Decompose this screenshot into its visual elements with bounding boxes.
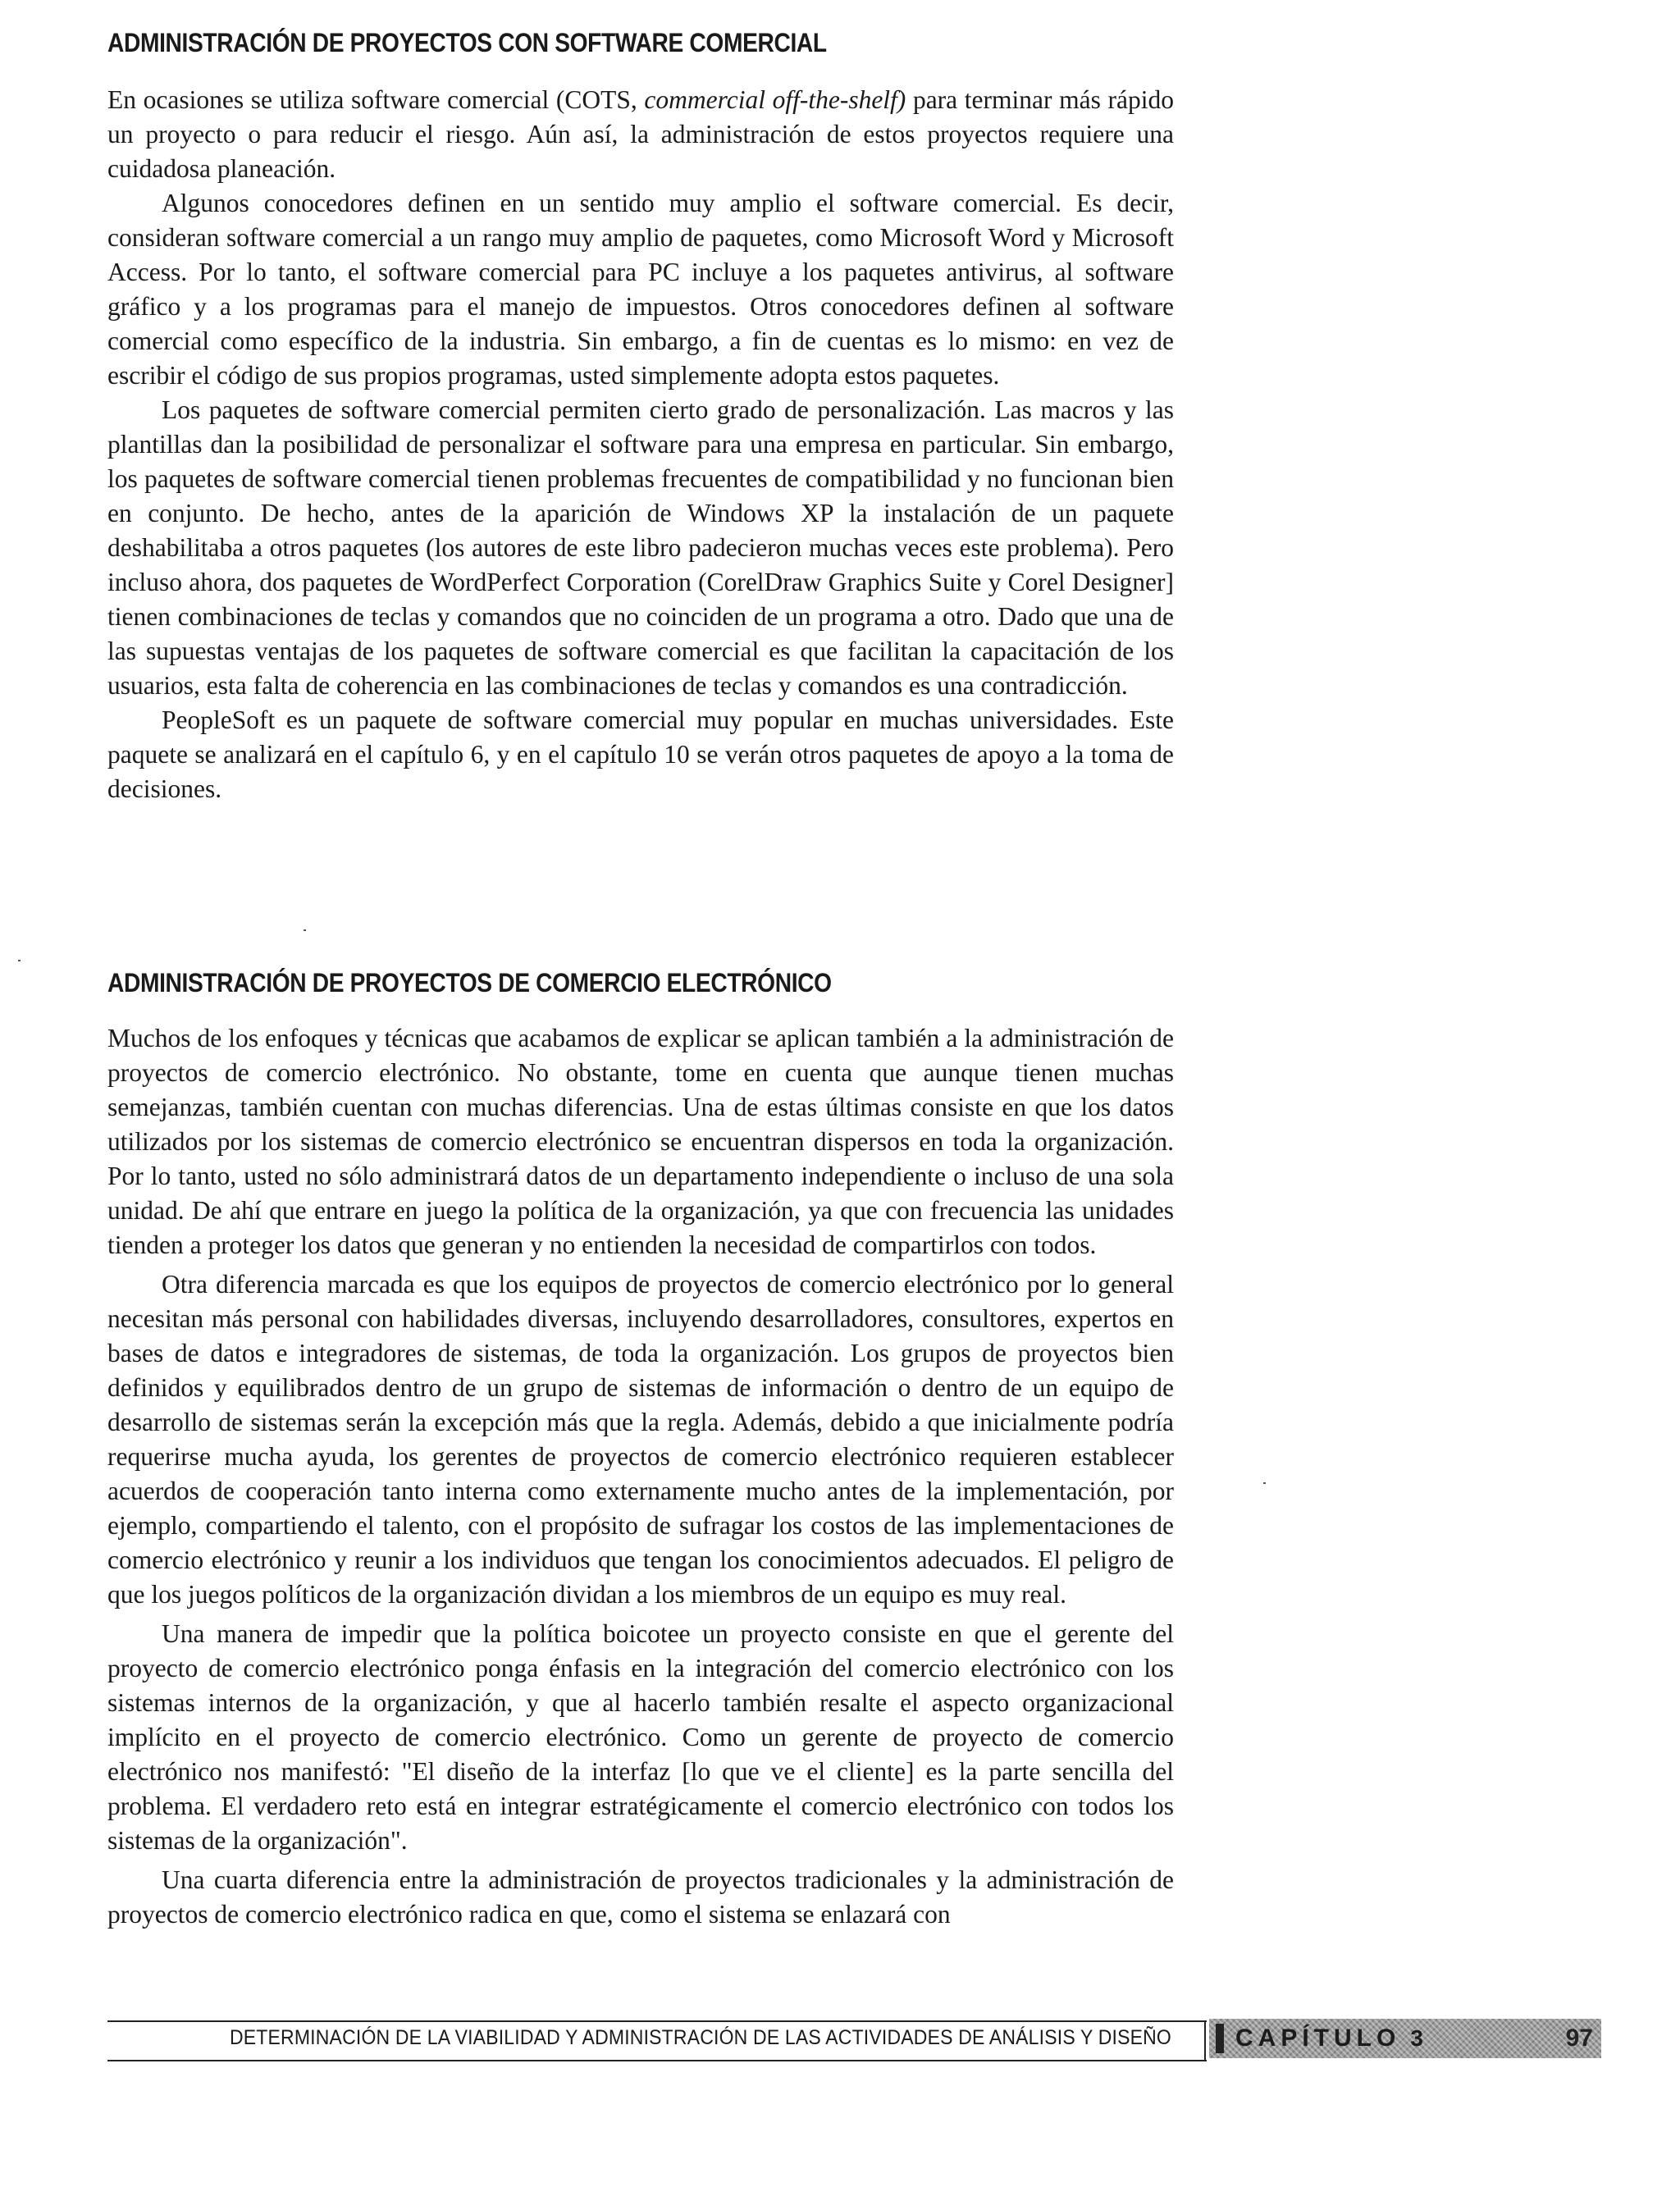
chapter-tab (1209, 2019, 1601, 2058)
running-footer-title: DETERMINACIÓN DE LA VIABILIDAD Y ADMINISTRACIÓN DE LAS ACTIVIDADES DE ANÁLISIS Y DISEÑO (229, 2026, 1172, 2049)
section-body-cots (107, 83, 1174, 806)
paragraph: Otra diferencia marcada es que los equipos de proyectos de comercio electrónico por lo general necesitan más personal con habilidades diversas, incluyendo desarrolladores, consultores, expertos en bases de datos e integradores de sistemas, de toda la organización. Los grupos de proyectos bien definidos y equilibrados dentro de un grupo de sistemas de información o dentro de un equipo de desarrollo de sistemas serán la excepción más que la regla. Además, debido a que inicialmente podría requerirse mucha ayuda, los gerentes de proyectos de comercio electrónico requieren establecer acuerdos de cooperación tanto interna como externamente mucho antes de la implementación, por ejemplo, compartiendo el talento, con el propósito de sufragar los costos de las implementaciones de comercio electrónico y reunir a los individuos que tengan los conocimientos adecuados. El peligro de que los juegos políticos de la organización dividan a los miembros de un equipo es muy real. (107, 1270, 1174, 1609)
scan-speck (1263, 1482, 1266, 1484)
paragraph: Una manera de impedir que la política boicotee un proyecto consiste en que el gerente del proyecto de comercio electrónico ponga énfasis en la integración del comercio electrónico con los sistemas internos de la organización, y que al hacerlo también resalte el aspecto organizacional implícito en el proyecto de comercio electrónico. Como un gerente de proyecto de comercio electrónico nos manifestó: "El diseño de la interfaz [lo que ve el cliente] es la parte sencilla del problema. El verdadero reto está en integrar estratégicamente el comercio electrónico con todos los sistemas de la organización". (107, 1619, 1174, 1855)
section-body-ecommerce (107, 1021, 1174, 1932)
paragraph (107, 83, 1174, 186)
section-heading-cots: ADMINISTRACIÓN DE PROYECTOS CON SOFTWARE COMERCIAL (107, 28, 827, 57)
footer-rule (107, 2020, 1207, 2022)
scan-speck (304, 929, 306, 931)
paragraph-text: En ocasiones se utiliza software comercial (COTS, (107, 85, 645, 114)
chapter-label: CAPÍTULO (1235, 2025, 1401, 2052)
paragraph: Muchos de los enfoques y técnicas que acabamos de explicar se aplican también a la administración de proyectos de comercio electrónico. No obstante, tome en cuenta que aunque tienen muchas semejanzas, también cuentan con muchas diferencias. Una de estas últimas consiste en que los datos utilizados por los sistemas de comercio electrónico se encuentran dispersos en toda la organización. Por lo tanto, usted no sólo administrará datos de un departamento independiente o incluso de una sola unidad. De ahí que entrare en juego la política de la organización, ya que con frecuencia las unidades tienden a proteger los datos que generan y no entienden la necesidad de compartirlos con todos. (107, 1024, 1174, 1259)
page-number: 97 (1565, 2025, 1593, 2052)
paragraph: Una cuarta diferencia entre la administración de proyectos tradicionales y la administración de proyectos de comercio electrónico radica en que, como el sistema se enlazará con (107, 1865, 1174, 1929)
paragraph: Algunos conocedores definen en un sentido muy amplio el software comercial. Es decir, consideran software comercial a un rango muy amplio de paquetes, como Microsoft Word y Microsoft Access. Por lo tanto, el software comercial para PC incluye a los paquetes antivirus, al software gráfico y a los programas para el manejo de impuestos. Otros conocedores definen al software comercial como específico de la industria. Sin embargo, a fin de cuentas es lo mismo: en vez de escribir el código de sus propios programas, usted simplemente adopta estos paquetes. (107, 189, 1174, 390)
paragraph: PeopleSoft es un paquete de software comercial muy popular en muchas universidades. Este paquete se analizará en el capítulo 6, y en el capítulo 10 se verán otros paquetes de apoyo a la toma de decisiones. (107, 705, 1174, 803)
paragraph: Los paquetes de software comercial permiten cierto grado de personalización. Las macros y las plantillas dan la posibilidad de personalizar el software para una empresa en particular. Sin embargo, los paquetes de software comercial tienen problemas frecuentes de compatibilidad y no funcionan bien en conjunto. De hecho, antes de la aparición de Windows XP la instalación de un paquete deshabilitaba a otros paquetes (los autores de este libro padecieron muchas veces este problema). Pero incluso ahora, dos paquetes de WordPerfect Corporation (CorelDraw Graphics Suite y Corel Designer] tienen combinaciones de teclas y comandos que no coinciden de un programa a otro. Dado que una de las supuestas ventajas de los paquetes de software comercial es que facilitan la capacitación de los usuarios, esta falta de coherencia en las combinaciones de teclas y comandos es una contradicción. (107, 395, 1174, 700)
chapter-number: 3 (1410, 2025, 1423, 2051)
footer-rule (107, 2060, 1207, 2061)
scan-speck (18, 960, 21, 961)
paragraph-text: para terminar más rápido un proyecto o para reducir el riesgo. Aún así, la administración de estos proyectos requiere una cuidadosa planeación. (107, 85, 1174, 183)
paragraph-emphasis: commercial off-the-shelf) (644, 85, 906, 114)
section-heading-ecommerce: ADMINISTRACIÓN DE PROYECTOS DE COMERCIO ELECTRÓNICO (107, 968, 832, 998)
footer-rule (1204, 2020, 1206, 2061)
chapter-marker (1216, 2024, 1224, 2053)
